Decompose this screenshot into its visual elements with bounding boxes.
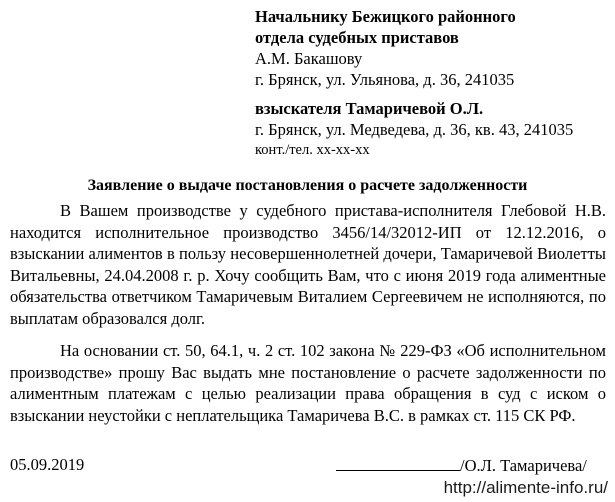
signature-name: /О.Л. Тамаричева/ <box>460 456 587 475</box>
applicant-address: г. Брянск, ул. Медведева, д. 36, кв. 43, 241035 <box>255 120 574 139</box>
recipient-address: г. Брянск, ул. Ульянова, д. 36, 241035 <box>255 70 515 89</box>
document-title: Заявление о выдаче постановления о расчете задолженности <box>87 177 528 194</box>
applicant-name: взыскателя Тамаричевой О.Л. <box>255 99 484 118</box>
applicant-block <box>255 98 573 161</box>
body-paragraph-2: На основании ст. 50, 64.1, ч. 2 ст. 102 закона № 229-ФЗ «Об исполнительном производстве» прошу Вас выдать мне постановление о расчете задолженности по алиментным платежам с целью реализации права обращения в суд с иском о взыскании неустойки с неплательщика Тамаричева В.С. в рамках ст. 115 СК РФ. <box>10 341 606 425</box>
recipient-name: А.М. Бакашову <box>255 49 363 68</box>
recipient-block <box>255 6 516 90</box>
body-paragraph-1: В Вашем производстве у судебного пристава-исполнителя Глебовой Н.В. находится исполнительное производство 3456/14/32012-ИП от 12.12.2016, о взыскании алиментов в пользу несовершеннолетней дочери, Тамаричевой Виолетты Витальевны, 24.04.2008 г. р. Хочу сообщить Вам, что с июня 2019 года алиментные обязательства ответчиком Тамаричевым Виталием Сергеевичем не исполняются, по выплатам образовался долг. <box>10 201 606 328</box>
signature-block <box>336 455 587 476</box>
document-date: 05.09.2019 <box>10 455 85 474</box>
signature-line <box>336 455 460 471</box>
recipient-department: отдела судебных приставов <box>255 28 459 47</box>
applicant-contact: конт./тел. хх-хх-хх <box>255 142 370 158</box>
recipient-position: Начальнику Бежицкого районного <box>255 7 516 26</box>
source-watermark-link[interactable]: http://alimente-info.ru/ <box>439 477 611 499</box>
